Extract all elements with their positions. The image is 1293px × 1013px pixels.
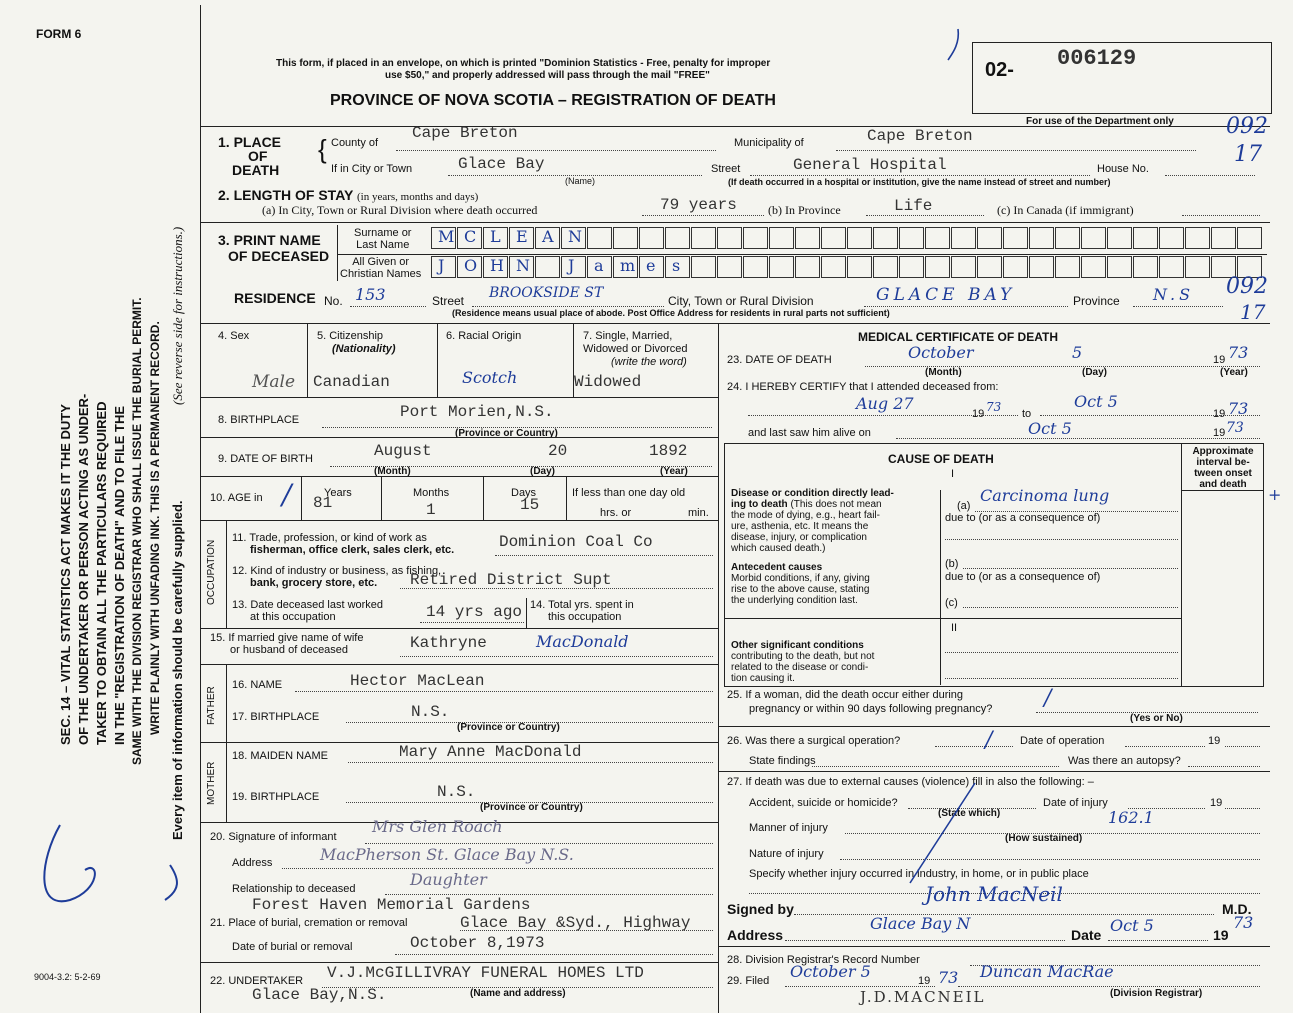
given-name-cell <box>951 256 976 278</box>
given-name-cell <box>1133 256 1158 278</box>
house-label: House No. <box>1097 163 1149 175</box>
q26-label: 26. Was there a surgical operation? <box>727 735 901 747</box>
reg-number: 006129 <box>1057 46 1137 71</box>
q25-caption: (Yes or No) <box>1130 713 1183 724</box>
how-caption: (How sustained) <box>1005 833 1083 844</box>
specify-label: Specify whether injury occurred in industry, in home, or in public place <box>749 868 1089 880</box>
envelope-note-1: This form, if placed in an envelope, on which is printed "Dominion Statistics - Free, penalty for improper <box>276 58 771 69</box>
father-name: Hector MacLean <box>350 672 485 690</box>
relationship-label: Relationship to deceased <box>232 883 356 895</box>
diagonal-stroke <box>900 778 980 888</box>
residence-province: N.S <box>1153 285 1195 304</box>
surname-cell <box>769 227 794 249</box>
md-label: M.D. <box>1222 901 1252 917</box>
given-name-cell <box>483 256 508 278</box>
dob-month-caption: (Month) <box>374 466 411 477</box>
dod-month: October <box>908 343 974 362</box>
cemetery-name: Forest Haven Memorial Gardens <box>252 896 531 914</box>
given-name-cell <box>535 256 560 278</box>
dob-year-caption: (Year) <box>660 466 688 477</box>
given-name-letter: m <box>620 256 636 275</box>
dob-year: 1892 <box>649 442 688 460</box>
cause-b-label: (b) <box>945 558 959 570</box>
registration-number-box <box>972 42 1272 114</box>
dod-month-caption: (Month) <box>925 367 962 378</box>
surname-label: Surname or Last Name <box>354 227 412 251</box>
medical-title: MEDICAL CERTIFICATE OF DEATH <box>858 330 1058 344</box>
mother-maiden: Mary Anne MacDonald <box>399 743 582 761</box>
residence-no: 153 <box>355 285 386 304</box>
signed-year: 73 <box>1233 913 1254 932</box>
last-saw: Oct 5 <box>1028 419 1072 438</box>
form-number: FORM 6 <box>36 27 82 41</box>
spouse-given: Kathryne <box>410 634 487 652</box>
residence-note: (Residence means usual place of abode. Post Office Address for residents in rural parts not sufficient) <box>452 308 890 318</box>
surname-cell <box>977 227 1002 249</box>
surname-letter: A <box>542 227 554 246</box>
sex-label: 4. Sex <box>218 330 250 342</box>
father-birthplace: N.S. <box>411 703 450 721</box>
relationship-value: Daughter <box>410 870 487 889</box>
given-name-letter: a <box>594 256 604 275</box>
injury-date-label: Date of injury <box>1043 797 1108 809</box>
surname-cell <box>1081 227 1106 249</box>
given-name-cell <box>977 256 1002 278</box>
surname-cell <box>1029 227 1054 249</box>
place-label: 1. PLACE OF DEATH <box>218 134 282 178</box>
municipality-label: Municipality of <box>734 137 804 149</box>
check-stroke <box>930 24 970 64</box>
dod-year: 73 <box>1228 343 1249 362</box>
mother-birthplace-label: 19. BIRTHPLACE <box>232 791 320 803</box>
q27-label: 27. If death was due to external causes (violence) fill in also the following: – <box>727 776 1094 788</box>
mother-birthplace: N.S. <box>437 783 476 801</box>
burial-date: October 8,1973 <box>410 934 545 952</box>
surname-cell <box>613 227 638 249</box>
given-names-label: All Given or Christian Names <box>340 256 422 280</box>
last-saw-label: and last saw him alive on <box>748 427 871 439</box>
given-name-cell <box>691 256 716 278</box>
birthplace-value: Port Morien,N.S. <box>400 403 554 421</box>
father-birthplace-label: 17. BIRTHPLACE <box>232 711 320 723</box>
q25-label: 25. If a woman, did the death occur either during pregnancy or within 90 days following pregnancy? <box>727 689 993 715</box>
residence-code-1: 092 <box>1226 274 1268 299</box>
given-name-cell <box>457 256 482 278</box>
given-name-letter: J <box>568 256 575 275</box>
last-worked-value: 14 yrs ago <box>426 603 523 621</box>
surname-cell <box>925 227 950 249</box>
surname-cell <box>847 227 872 249</box>
informant-address: MacPherson St. Glace Bay N.S. <box>320 845 574 864</box>
age-months: 1 <box>426 501 436 519</box>
nature-label: Nature of injury <box>749 848 824 860</box>
given-name-cell <box>509 256 534 278</box>
side-line-6: WRITE PLAINLY WITH UNFADING INK. THIS IS A PERMANENT RECORD. <box>148 321 162 735</box>
surname-cell <box>587 227 612 249</box>
given-name-cell <box>587 256 612 278</box>
birthplace-caption: (Province or Country) <box>455 428 558 439</box>
signed-year-prefix: 19 <box>1213 927 1229 943</box>
stay-b-label: (b) In Province <box>768 203 841 217</box>
surname-cell <box>639 227 664 249</box>
side-line-2: OF THE UNDERTAKER OR PERSON ACTING AS UNDER- <box>76 393 91 745</box>
given-name-cell <box>561 256 586 278</box>
hospital-note: (If death occurred in a hospital or institution, give the name instead of street and number) <box>728 177 1111 187</box>
occupation-side-label: OCCUPATION <box>206 539 217 605</box>
side-line-5: SAME WITH THE DIVISION REGISTRAR WHO SHALL ISSUE THE BURIAL PERMIT. <box>130 297 144 765</box>
given-name-cell <box>847 256 872 278</box>
age-years-label: Years <box>324 487 352 499</box>
print-name-label: 3. PRINT NAME OF DECEASED <box>218 232 330 264</box>
undertaker-label: 22. UNDERTAKER <box>210 975 304 987</box>
due-to-1: due to (or as a consequence of) <box>945 512 1101 524</box>
initial-mark <box>30 820 200 930</box>
filed-date: October 5 <box>790 962 871 981</box>
dod-day-caption: (Day) <box>1082 367 1108 378</box>
surname-cell <box>899 227 924 249</box>
injury-year-prefix: 19 <box>1210 797 1223 809</box>
part-one: I <box>951 468 955 480</box>
father-caption: (Province or Country) <box>457 722 560 733</box>
from-year-prefix: 19 <box>972 408 985 420</box>
place-code-1: 092 <box>1226 114 1268 139</box>
signed-address: Glace Bay N <box>870 914 971 933</box>
direct-cause-label: Disease or condition directly lead- ing to death (This does not mean the mode of dying, e.g., heart fail- ure, asthenia, etc. It means the disease, injury, or complication which caused death.) <box>731 488 894 554</box>
dod-day: 5 <box>1072 343 1083 362</box>
surname-cell <box>821 227 846 249</box>
surname-cell <box>873 227 898 249</box>
citizenship-label: 5. Citizenship <box>317 330 384 342</box>
stay-label: 2. LENGTH OF STAY (in years, months and days) <box>218 187 479 203</box>
findings-label: State findings <box>749 755 816 767</box>
operation-year-prefix: 19 <box>1208 735 1221 747</box>
age-days-label: Days <box>511 487 537 499</box>
informant-signature: Mrs Glen Roach <box>372 817 503 836</box>
city-label: If in City or Town <box>331 163 413 175</box>
signed-signature: John MacNeil <box>925 882 1063 906</box>
surname-cell <box>535 227 560 249</box>
signed-date: Oct 5 <box>1110 916 1154 935</box>
mother-maiden-label: 18. MAIDEN NAME <box>232 750 328 762</box>
street-value: General Hospital <box>793 156 947 174</box>
informant-sig-label: 20. Signature of informant <box>210 831 337 843</box>
residence-code-2: 17 <box>1240 300 1266 324</box>
surname-cell <box>509 227 534 249</box>
age-days: 15 <box>520 496 540 514</box>
citizenship-value: Canadian <box>313 373 390 391</box>
antecedent-label: Antecedent causes Morbid conditions, if any, giving rise to the above cause, stating the underlying condition last. <box>731 562 870 606</box>
dob-day-caption: (Day) <box>530 466 556 477</box>
surname-cell <box>561 227 586 249</box>
total-years-label: 14. Total yrs. spent in this occupation <box>530 599 634 623</box>
given-name-cell <box>821 256 846 278</box>
given-name-cell <box>1003 256 1028 278</box>
residence-street: BROOKSIDE ST <box>489 285 604 301</box>
surname-cell <box>1003 227 1028 249</box>
given-name-cell <box>925 256 950 278</box>
surname-cell <box>457 227 482 249</box>
to-year: 73 <box>1228 399 1249 418</box>
undertaker-town: Glace Bay,N.S. <box>252 986 387 1004</box>
dob-label: 9. DATE OF BIRTH <box>218 453 313 465</box>
business-label: 12. Kind of industry or business, as fishing, bank, grocery store, etc. <box>232 565 442 589</box>
last-saw-year-prefix: 19 <box>1213 427 1226 439</box>
filed-year-prefix: 19 <box>918 975 931 987</box>
surname-cell <box>1211 227 1236 249</box>
given-name-cell <box>431 256 456 278</box>
form-code: 9004-3.2: 5-2-69 <box>34 972 101 982</box>
county-value: Cape Breton <box>412 124 518 142</box>
burial-place: Glace Bay &Syd., Highway <box>460 914 691 932</box>
given-name-cell <box>743 256 768 278</box>
surname-cell <box>743 227 768 249</box>
stay-a-value: 79 years <box>660 196 737 214</box>
min-label: min. <box>688 507 709 519</box>
given-name-cell <box>639 256 664 278</box>
surname-cell <box>1107 227 1132 249</box>
age-label: 10. AGE in <box>210 492 263 504</box>
to-label: to <box>1022 408 1032 420</box>
surname-cell <box>795 227 820 249</box>
cause-c-label: (c) <box>945 597 958 609</box>
given-name-letter: s <box>672 256 681 275</box>
signed-date-label: Date <box>1071 927 1102 943</box>
surname-cell <box>691 227 716 249</box>
residence-province-label: Province <box>1073 294 1120 308</box>
surname-cell <box>1133 227 1158 249</box>
father-name-label: 16. NAME <box>232 679 283 691</box>
name-caption: (Name) <box>565 176 596 186</box>
given-name-cell <box>613 256 638 278</box>
surname-cell <box>951 227 976 249</box>
reg-prefix: 02- <box>985 59 1014 81</box>
mother-caption: (Province or Country) <box>480 802 583 813</box>
surname-cell <box>1055 227 1080 249</box>
given-name-cell <box>1107 256 1132 278</box>
given-name-cell <box>1159 256 1184 278</box>
given-name-letter: N <box>516 256 530 275</box>
burial-date-label: Date of burial or removal <box>232 941 353 953</box>
hrs-label: hrs. or <box>600 507 632 519</box>
signed-address-label: Address <box>727 927 784 943</box>
county-label: County of <box>331 137 379 149</box>
part-two: II <box>951 622 958 634</box>
operation-date-label: Date of operation <box>1020 735 1105 747</box>
last-worked-label: 13. Date deceased last worked at this occupation <box>232 599 384 623</box>
given-name-cell <box>899 256 924 278</box>
other-conditions-label: Other significant conditions contributing to the death, but not related to the disease or condi- tion causing it. <box>731 640 875 684</box>
surname-cell <box>431 227 456 249</box>
accident-label: Accident, suicide or homicide? <box>749 797 898 809</box>
q29-label: 29. Filed <box>727 975 770 987</box>
attended-from: Aug 27 <box>856 394 914 413</box>
surname-cell <box>665 227 690 249</box>
given-name-cell <box>1081 256 1106 278</box>
trade-label: 11. Trade, profession, or kind of work as fisherman, office clerk, sales clerk, etc. <box>232 532 455 556</box>
sex-value: Male <box>252 372 296 392</box>
side-line-1: SEC. 14 – VITAL STATISTICS ACT MAKES IT THE DUTY <box>58 404 73 745</box>
side-line-4: IN THE "REGISTRATION OF DEATH" AND TO FILE THE <box>112 405 127 745</box>
interval-label: Approximate interval be- tween onset and death <box>1192 446 1254 490</box>
envelope-note-2: use $50," and properly addressed will pass through the mail "FREE" <box>385 70 710 81</box>
residence-no-label: No. <box>324 294 343 308</box>
registrar-signature: Duncan MacRae <box>980 962 1114 981</box>
stay-b-value: Life <box>894 197 933 215</box>
surname-cell <box>717 227 742 249</box>
burial-place-label: 21. Place of burial, cremation or removal <box>210 917 408 929</box>
undertaker-caption: (Name and address) <box>470 988 566 999</box>
place-code-2: 17 <box>1234 142 1262 167</box>
surname-cell <box>1159 227 1184 249</box>
age-years: 81 <box>313 494 333 512</box>
given-name-cell <box>795 256 820 278</box>
municipality-value: Cape Breton <box>867 127 973 145</box>
given-name-cell <box>1185 256 1210 278</box>
dob-month: August <box>374 442 432 460</box>
street-label: Street <box>711 163 741 175</box>
state-caption: (State which) <box>938 808 1001 819</box>
residence-city-label: City, Town or Rural Division <box>668 294 814 308</box>
spouse-surname: MacDonald <box>536 632 629 651</box>
autopsy-label: Was there an autopsy? <box>1068 755 1181 767</box>
undertaker-name: V.J.McGILLIVRAY FUNERAL HOMES LTD <box>327 964 644 982</box>
to-year-prefix: 19 <box>1213 408 1226 420</box>
manner-label: Manner of injury <box>749 822 828 834</box>
stay-a-label: (a) In City, Town or Rural Division where death occurred <box>262 203 538 217</box>
q28-label: 28. Division Registrar's Record Number <box>727 954 920 966</box>
surname-cell <box>1237 227 1262 249</box>
manner-code: 162.1 <box>1108 808 1154 827</box>
birthplace-label: 8. BIRTHPLACE <box>218 414 300 426</box>
under-day-label: If less than one day old <box>572 487 686 499</box>
dod-label: 23. DATE OF DEATH <box>727 354 832 366</box>
given-name-letter: J <box>438 256 445 275</box>
due-to-2: due to (or as a consequence of) <box>945 571 1101 583</box>
surname-letter: M <box>438 227 455 246</box>
dod-year-caption: (Year) <box>1220 367 1248 378</box>
side-line-3: TAKER TO OBTAIN ALL THE PARTICULARS REQUIRED <box>94 401 109 745</box>
stay-c-label: (c) In Canada (if immigrant) <box>997 203 1134 217</box>
marital-label: 7. Single, Married, Widowed or Divorced (write the word) <box>583 330 688 368</box>
side-line-7: (See reverse side for instructions.) <box>170 226 185 405</box>
last-saw-year: 73 <box>1226 420 1244 436</box>
cause-a-label: (a) <box>957 500 971 512</box>
given-name-cell <box>873 256 898 278</box>
signed-label: Signed by <box>727 901 794 917</box>
cause-title: CAUSE OF DEATH <box>888 452 994 466</box>
registrar-stamp: J.D.MACNEIL <box>860 988 986 1006</box>
given-name-cell <box>717 256 742 278</box>
given-name-cell <box>665 256 690 278</box>
form-title: PROVINCE OF NOVA SCOTIA – REGISTRATION OF DEATH <box>330 92 776 109</box>
dod-year-prefix: 19 <box>1213 354 1226 366</box>
surname-letter: C <box>464 227 477 246</box>
surname-letter: E <box>516 227 528 246</box>
from-year: 73 <box>986 400 1002 414</box>
residence-street-label: Street <box>432 294 465 308</box>
marital-value: Widowed <box>574 373 642 391</box>
registrar-caption: (Division Registrar) <box>1110 988 1203 999</box>
spouse-label: 15. If married give name of wife or husband of deceased <box>210 632 364 656</box>
racial-origin-value: Scotch <box>462 368 518 387</box>
business-value: Retired District Supt <box>410 571 612 589</box>
residence-label: RESIDENCE <box>234 290 316 306</box>
given-name-cell <box>1029 256 1054 278</box>
surname-letter: L <box>490 227 501 246</box>
dept-use-note: For use of the Department only <box>1026 116 1174 127</box>
attended-to: Oct 5 <box>1074 392 1118 411</box>
given-name-letter: O <box>464 256 478 275</box>
racial-origin-label: 6. Racial Origin <box>446 330 522 342</box>
citizenship-sub: (Nationality) <box>332 343 396 355</box>
cause-a-value: Carcinoma lung <box>980 486 1110 505</box>
mother-side-label: MOTHER <box>206 761 217 805</box>
surname-cell <box>483 227 508 249</box>
given-name-cell <box>1055 256 1080 278</box>
trade-value: Dominion Coal Co <box>499 533 653 551</box>
age-months-label: Months <box>413 487 450 499</box>
city-value: Glace Bay <box>458 155 545 173</box>
surname-cell <box>1185 227 1210 249</box>
filed-year: 73 <box>938 968 959 987</box>
father-side-label: FATHER <box>206 686 217 725</box>
informant-address-label: Address <box>232 857 273 869</box>
certify-label: 24. I HEREBY CERTIFY that I attended deceased from: <box>727 381 999 393</box>
given-name-letter: e <box>646 256 656 275</box>
side-line-8: Every item of information should be carefully supplied. <box>170 500 185 840</box>
dob-day: 20 <box>548 442 568 460</box>
surname-letter: N <box>568 227 582 246</box>
residence-city: GLACE BAY <box>876 285 1016 305</box>
given-name-letter: H <box>490 256 504 275</box>
given-name-cell <box>769 256 794 278</box>
